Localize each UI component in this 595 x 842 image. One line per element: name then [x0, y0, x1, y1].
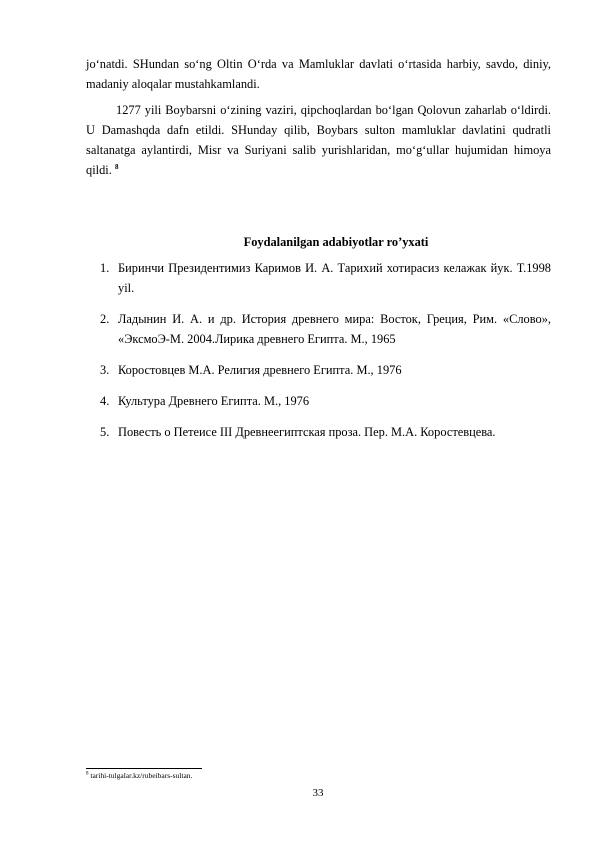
body-paragraph-1: [86, 54, 551, 94]
bibliography-item: [86, 422, 551, 442]
item-text: Биринчи Президентимиз Каримов И. А. Тарихий хотирасиз келажак йук. Т.1998 yil.: [118, 261, 551, 295]
footnote: [86, 771, 192, 781]
item-number: 2.: [100, 312, 110, 326]
page-number: 33: [312, 787, 324, 799]
footnote-divider: [86, 768, 202, 769]
item-text: Ладынин И. А. и др. История древнего мира: Восток, Греция, Рим. «Слово», «ЭксмоЭ-М. 2004.Лирика древнего Египта. М., 1965: [118, 312, 551, 346]
footnote-reference[interactable]: 8: [114, 162, 119, 171]
item-number: 5.: [100, 425, 110, 439]
bibliography-item: [86, 258, 551, 298]
bibliography-item: [86, 391, 551, 411]
item-number: 4.: [100, 394, 110, 408]
bibliography-list: [86, 258, 551, 453]
footnote-text[interactable]: tarihi-tulgalar.kz/rubeibars-sultan.: [90, 771, 193, 780]
bibliography-item: [86, 360, 551, 380]
paragraph-text: 1277 yili Boybarsni o‘zining vaziri, qipchoqlardan bo‘lgan Qolovun zaharlab o‘ldirdi. U Damashqda dafn etildi. SHunday qilib, Boybars sulton mamluklar davlatini qudratli saltanatga aylantirdi, Misr va Suriyani salib yurishlaridan, mo‘g‘ullar hujumidan himoya qildi.: [86, 103, 551, 177]
item-number: 1.: [100, 261, 110, 275]
footnote-mark: 8: [86, 771, 89, 777]
bibliography-heading: Foydalanilgan adabiyotlar ro’yxati: [243, 235, 429, 249]
bibliography-item: [86, 309, 551, 349]
body-paragraph-2: [86, 100, 551, 180]
item-text: Повесть о Петеисе III Древнеегиптская проза. Пер. М.А. Коростевцева.: [118, 425, 496, 439]
item-text: Коростовцев М.А. Религия древнего Египта. М., 1976: [118, 363, 402, 377]
item-number: 3.: [100, 363, 110, 377]
item-text: Культура Древнего Египта. М., 1976: [118, 394, 310, 408]
paragraph-text: jo‘natdi. SHundan so‘ng Oltin O‘rda va Mamluklar davlati o‘rtasida harbiy, savdo, diniy, madaniy aloqalar mustahkamlandi.: [86, 57, 551, 91]
